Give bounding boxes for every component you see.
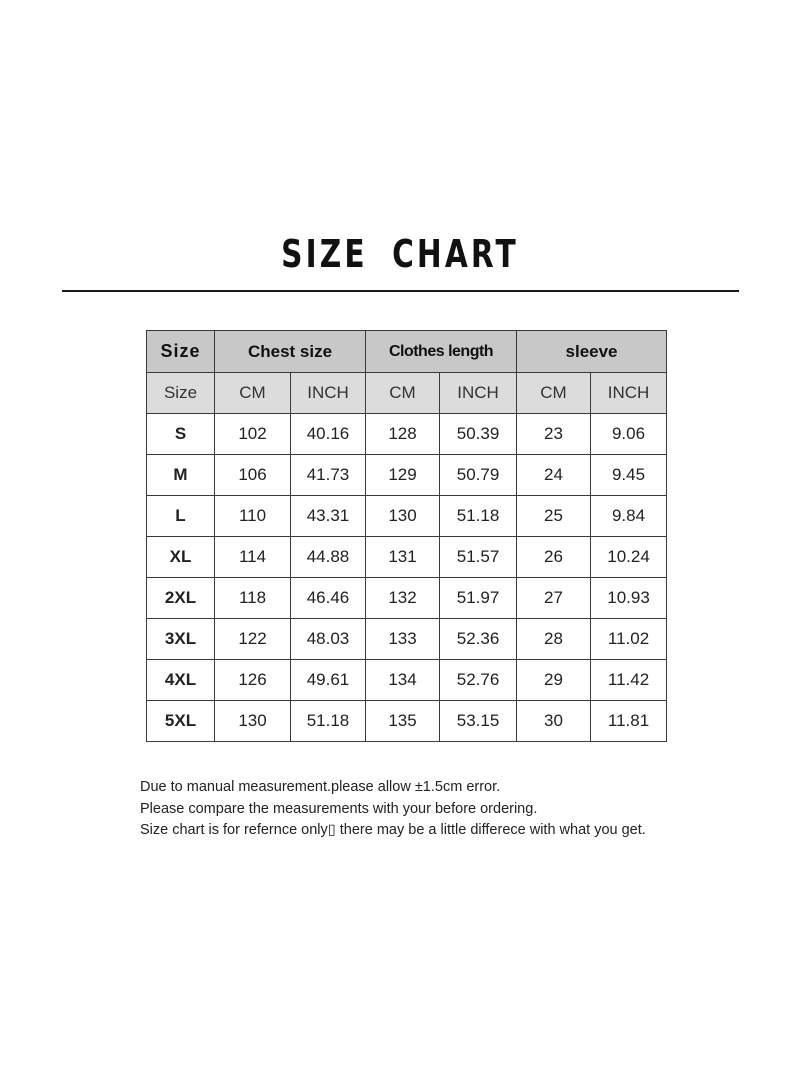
- header-chest-size: Chest size: [215, 331, 366, 373]
- cell-sleeve-cm: 28: [517, 619, 591, 660]
- cell-length-cm: 128: [366, 414, 440, 455]
- cell-sleeve-cm: 23: [517, 414, 591, 455]
- title-divider: [62, 290, 739, 292]
- table-row: [147, 660, 667, 701]
- cell-sleeve-inch: 9.06: [591, 414, 667, 455]
- table-row: [147, 537, 667, 578]
- cell-size: L: [147, 496, 215, 537]
- cell-length-cm: 130: [366, 496, 440, 537]
- cell-chest-cm: 118: [215, 578, 291, 619]
- cell-length-inch: 51.57: [440, 537, 517, 578]
- size-notes: [140, 777, 740, 842]
- table-group-header-row: [147, 331, 667, 373]
- size-chart-table: [146, 330, 667, 742]
- cell-sleeve-inch: 11.81: [591, 701, 667, 742]
- note-line: Due to manual measurement.please allow ±1.5cm error.: [140, 779, 501, 795]
- table-row: [147, 496, 667, 537]
- cell-sleeve-inch: 11.42: [591, 660, 667, 701]
- cell-sleeve-inch: 10.24: [591, 537, 667, 578]
- cell-chest-cm: 130: [215, 701, 291, 742]
- cell-sleeve-inch: 9.84: [591, 496, 667, 537]
- cell-sleeve-cm: 29: [517, 660, 591, 701]
- cell-size: 5XL: [147, 701, 215, 742]
- cell-chest-cm: 122: [215, 619, 291, 660]
- page-title: SIZE CHART: [281, 232, 519, 276]
- cell-length-cm: 135: [366, 701, 440, 742]
- cell-size: M: [147, 455, 215, 496]
- cell-chest-cm: 106: [215, 455, 291, 496]
- cell-chest-inch: 43.31: [291, 496, 366, 537]
- cell-chest-inch: 46.46: [291, 578, 366, 619]
- cell-sleeve-cm: 24: [517, 455, 591, 496]
- table-unit-header-row: [147, 373, 667, 414]
- unit-header-chest-cm: CM: [215, 373, 291, 414]
- cell-size: XL: [147, 537, 215, 578]
- header-sleeve: sleeve: [517, 331, 667, 373]
- table-row: [147, 455, 667, 496]
- header-clothes-length: Clothes length: [366, 331, 517, 373]
- cell-length-inch: 53.15: [440, 701, 517, 742]
- unit-header-length-inch: INCH: [440, 373, 517, 414]
- cell-size: 4XL: [147, 660, 215, 701]
- unit-header-length-cm: CM: [366, 373, 440, 414]
- cell-chest-inch: 49.61: [291, 660, 366, 701]
- cell-length-cm: 131: [366, 537, 440, 578]
- unit-header-sleeve-inch: INCH: [591, 373, 667, 414]
- cell-sleeve-cm: 30: [517, 701, 591, 742]
- cell-length-cm: 133: [366, 619, 440, 660]
- cell-length-inch: 52.76: [440, 660, 517, 701]
- cell-chest-cm: 110: [215, 496, 291, 537]
- cell-sleeve-cm: 26: [517, 537, 591, 578]
- cell-sleeve-inch: 11.02: [591, 619, 667, 660]
- cell-size: 3XL: [147, 619, 215, 660]
- table-row: [147, 578, 667, 619]
- header-size: Size: [147, 331, 215, 373]
- cell-size: 2XL: [147, 578, 215, 619]
- table-row: [147, 414, 667, 455]
- cell-sleeve-cm: 25: [517, 496, 591, 537]
- cell-chest-inch: 41.73: [291, 455, 366, 496]
- table-row: [147, 619, 667, 660]
- cell-sleeve-inch: 10.93: [591, 578, 667, 619]
- table-row: [147, 701, 667, 742]
- cell-size: S: [147, 414, 215, 455]
- cell-chest-cm: 102: [215, 414, 291, 455]
- cell-length-cm: 132: [366, 578, 440, 619]
- cell-chest-inch: 40.16: [291, 414, 366, 455]
- cell-chest-cm: 126: [215, 660, 291, 701]
- cell-chest-cm: 114: [215, 537, 291, 578]
- cell-length-cm: 134: [366, 660, 440, 701]
- note-line: Please compare the measurements with your before ordering.: [140, 800, 538, 817]
- cell-chest-inch: 51.18: [291, 701, 366, 742]
- cell-chest-inch: 44.88: [291, 537, 366, 578]
- cell-length-inch: 50.39: [440, 414, 517, 455]
- cell-length-inch: 50.79: [440, 455, 517, 496]
- cell-length-inch: 51.18: [440, 496, 517, 537]
- note-line: Size chart is for refernce only▯ there may be a little differece with what you get.: [140, 822, 646, 838]
- cell-chest-inch: 48.03: [291, 619, 366, 660]
- unit-header-size: Size: [147, 373, 215, 414]
- cell-length-inch: 52.36: [440, 619, 517, 660]
- cell-sleeve-cm: 27: [517, 578, 591, 619]
- cell-length-inch: 51.97: [440, 578, 517, 619]
- cell-length-cm: 129: [366, 455, 440, 496]
- cell-sleeve-inch: 9.45: [591, 455, 667, 496]
- unit-header-chest-inch: INCH: [291, 373, 366, 414]
- unit-header-sleeve-cm: CM: [517, 373, 591, 414]
